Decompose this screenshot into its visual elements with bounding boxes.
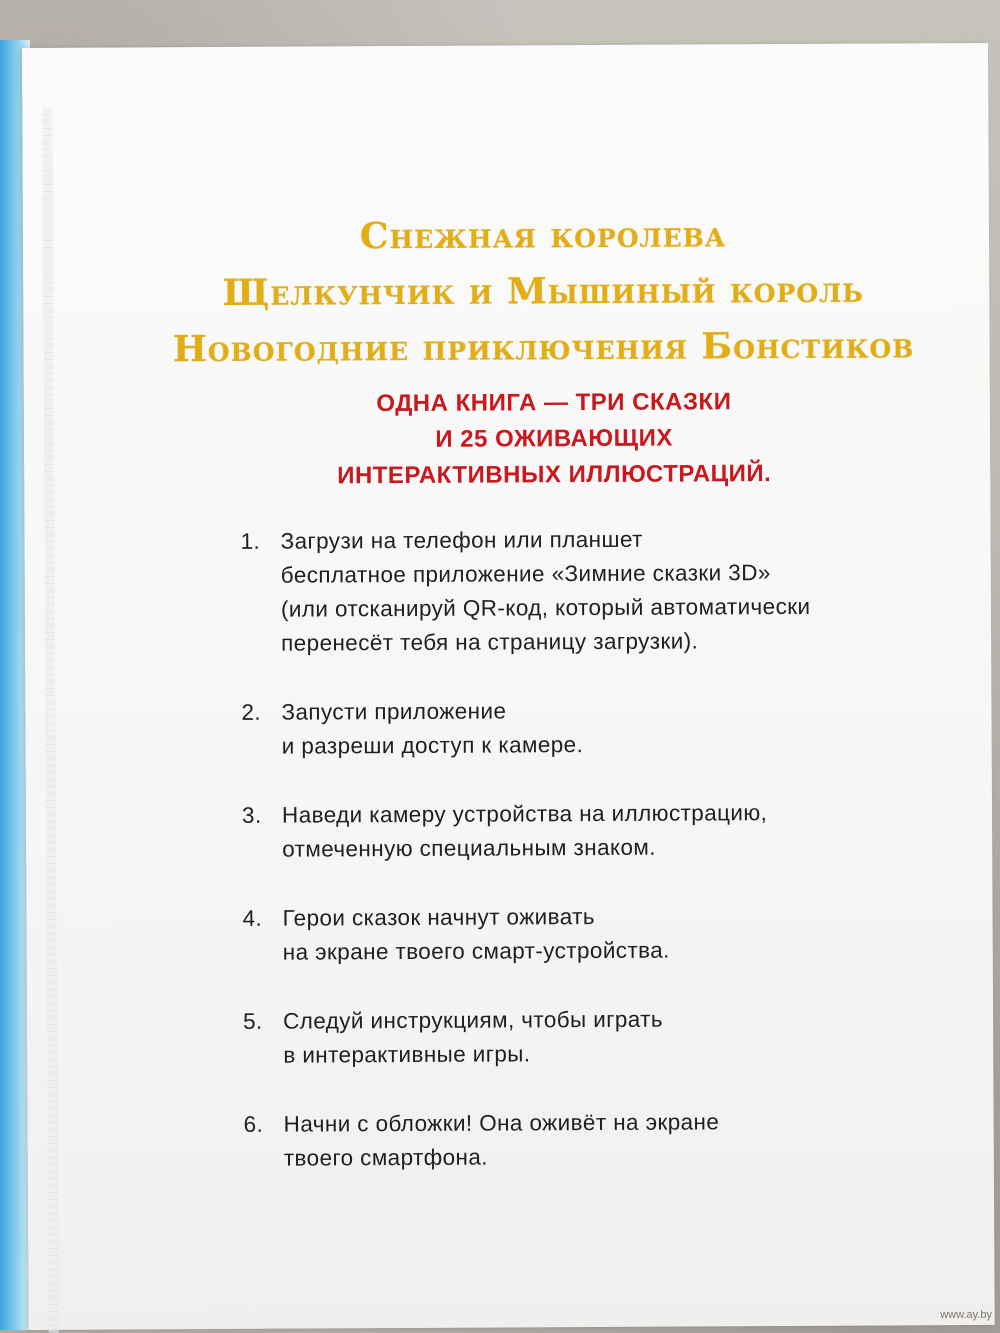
title-snow-queen: Снежная королева [359,213,727,258]
book-subtitle [204,383,905,495]
step-text-line: на экране твоего смарт-устройства. [282,937,670,965]
book-page [22,43,995,1330]
step-text-line: Загрузи на телефон или планшет [280,526,643,554]
story-titles [163,205,924,377]
subtitle-line-3: ИНТЕРАКТИВНЫХ ИЛЛЮСТРАЦИЙ. [337,460,772,490]
step-text-line: Следуй инструкциям, чтобы играть [283,1006,664,1034]
instruction-list [234,521,938,1211]
step-text-line: Герои сказок начнут оживать [282,904,596,931]
instruction-step-6 [238,1104,938,1176]
site-watermark: www.ay.by [940,1309,992,1321]
subtitle-line-2: И 25 ОЖИВАЮЩИХ [435,424,673,453]
step-text-line: и разреши доступ к камере. [281,732,584,759]
title-bonstiki: Новогодние приключения Бонстиков [172,324,915,371]
page-binding-edge [42,108,59,1333]
step-text-line: (или отсканируй QR-код, который автоматически [280,593,811,622]
instruction-step-5 [237,1001,937,1073]
title-nutcracker: Щелкунчик и Мышиный король [222,268,864,314]
step-number: 6. [243,1111,264,1137]
step-text-line: бесплатное приложение «Зимние сказки 3D» [280,560,771,588]
step-text-line: твоего смартфона. [283,1144,488,1171]
subtitle-line-1: ОДНА КНИГА — ТРИ СКАЗКИ [376,388,732,418]
step-number: 1. [240,528,261,554]
instruction-step-1 [234,521,935,661]
step-text-line: Запусти приложение [281,698,507,725]
step-number: 2. [241,699,262,725]
step-number: 5. [243,1008,263,1034]
step-number: 4. [242,905,263,931]
step-text-line: в интерактивные игры. [283,1041,531,1068]
step-text-line: отмеченную специальным знаком. [282,834,656,862]
instruction-step-3 [236,795,936,867]
instruction-step-2 [235,692,935,764]
instruction-step-4 [236,898,936,970]
step-text-line: Наведи камеру устройства на иллюстрацию, [281,800,768,828]
step-text-line: перенесёт тебя на страницу загрузки). [281,628,699,656]
step-number: 3. [241,802,262,828]
step-text-line: Начни с обложки! Она оживёт на экране [283,1109,720,1137]
